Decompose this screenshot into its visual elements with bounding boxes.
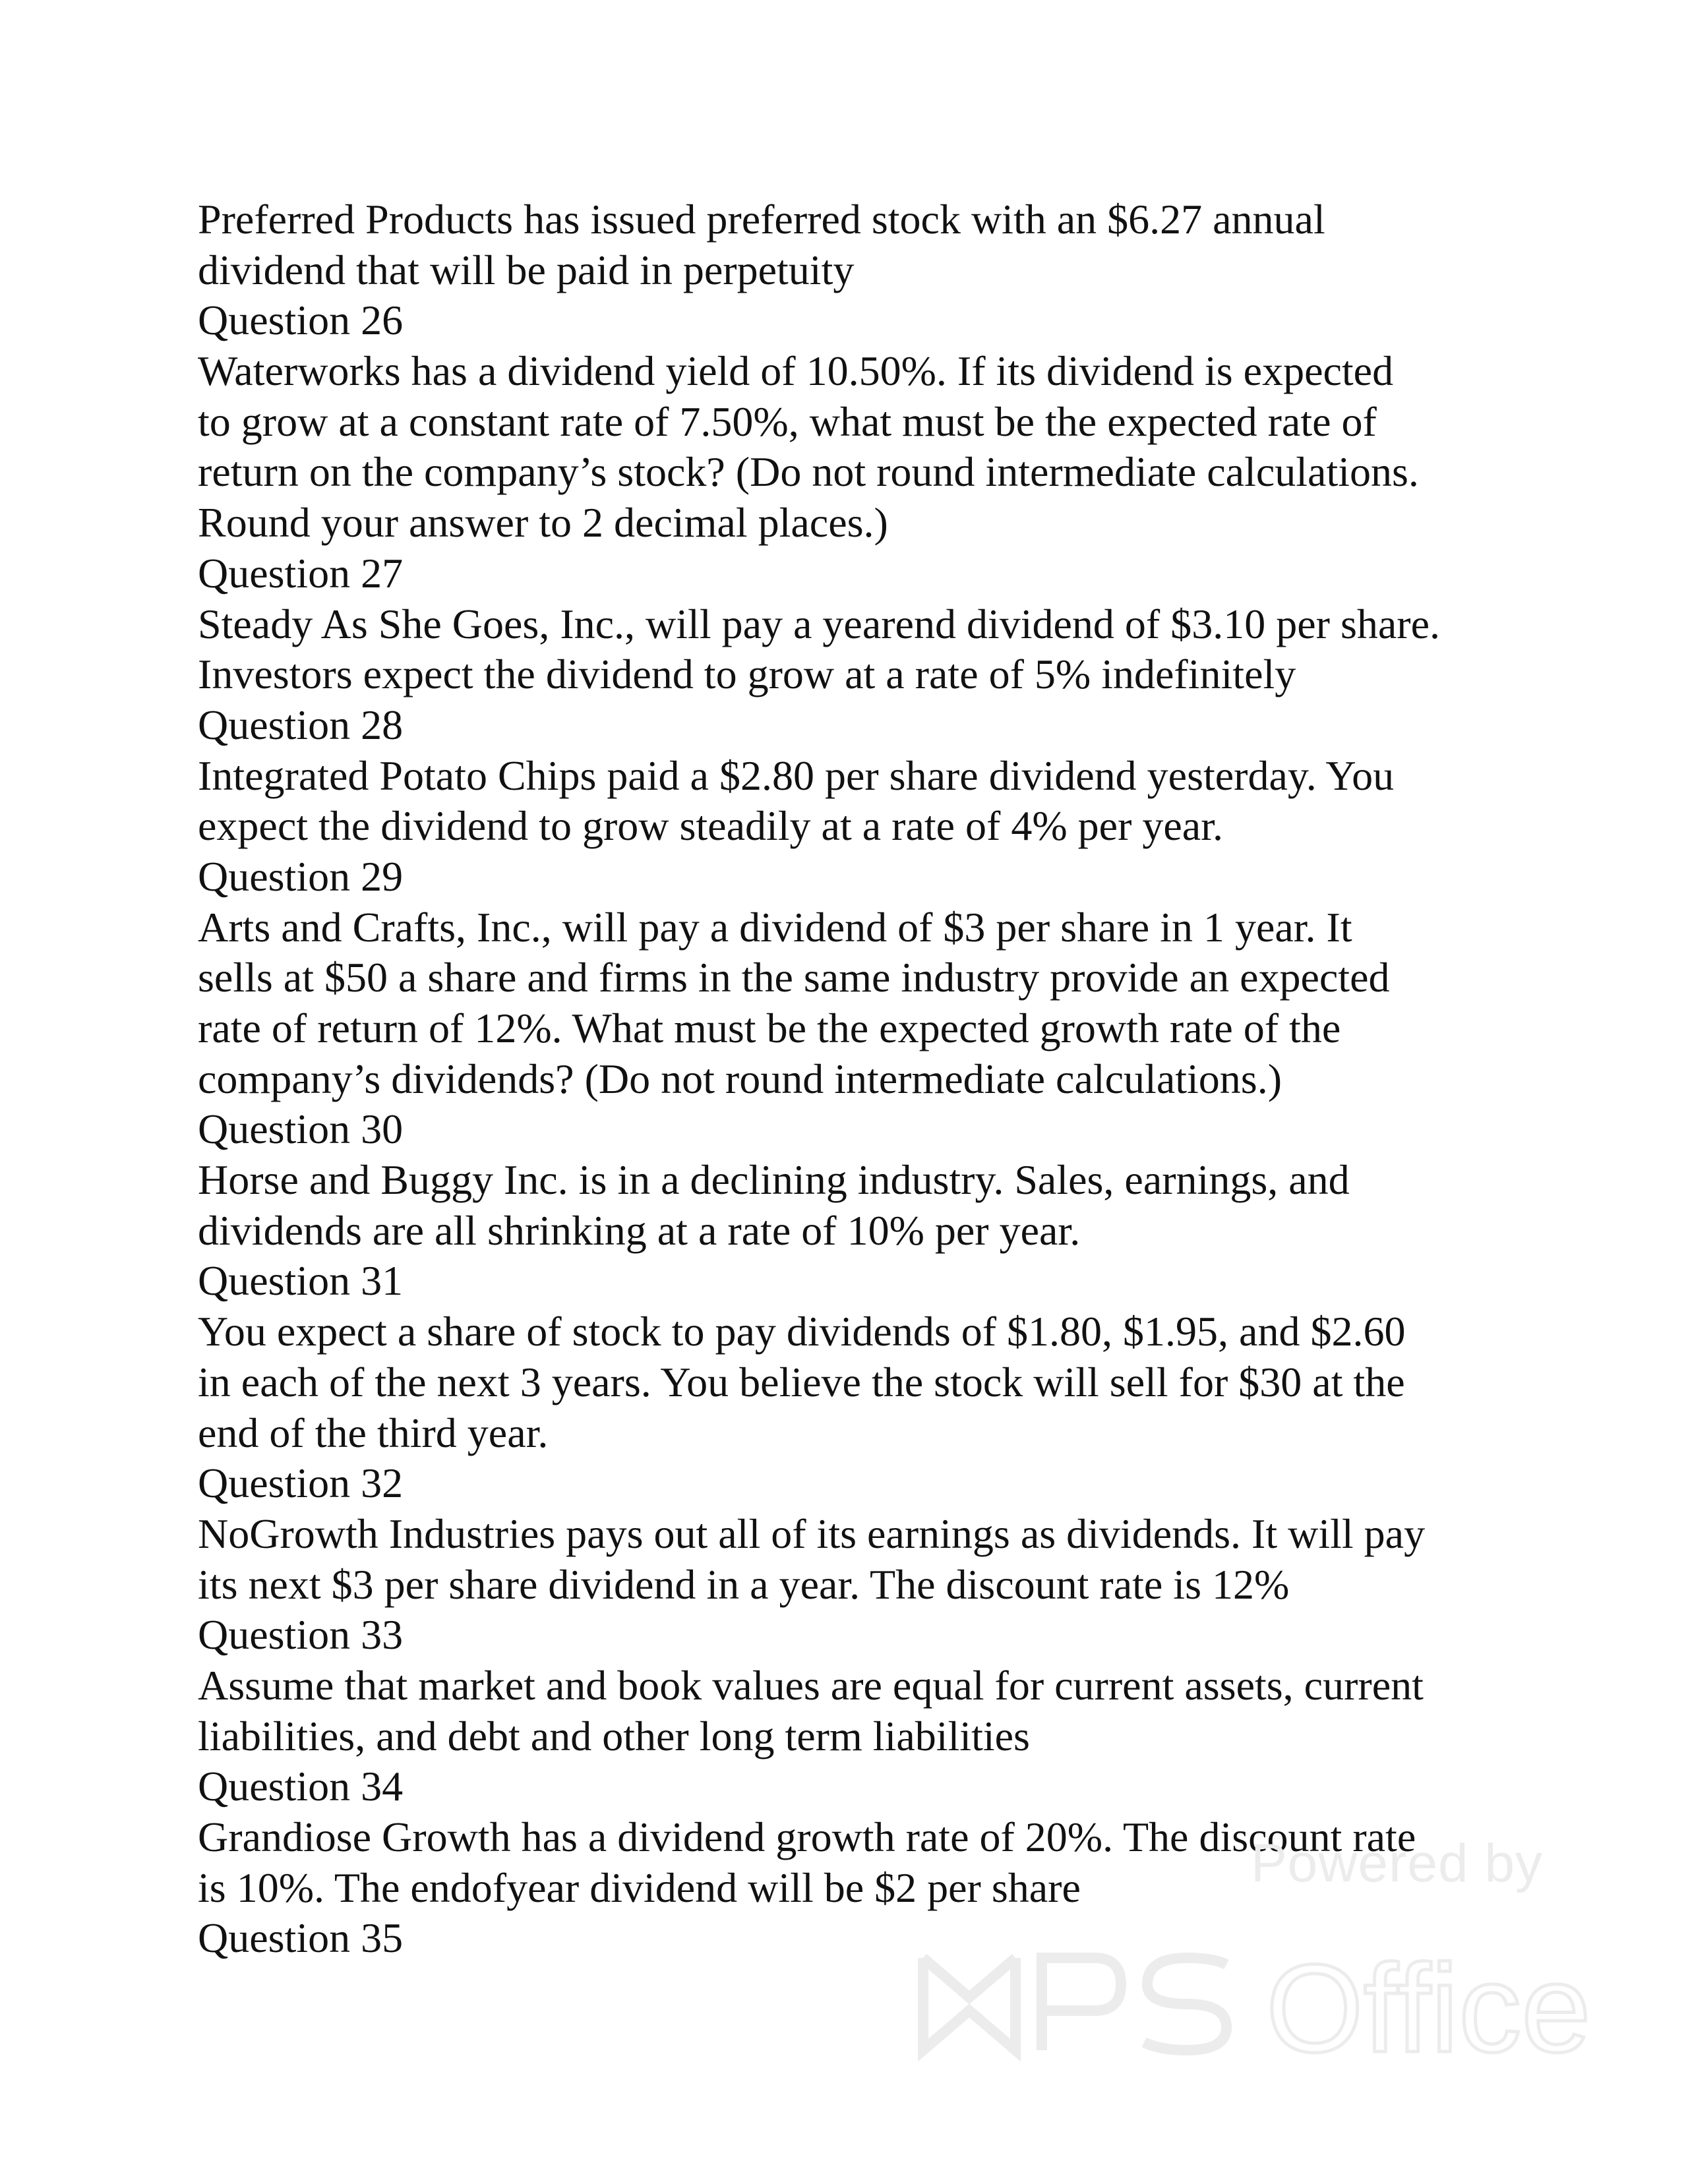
question-heading: Question 31 [198, 1257, 404, 1305]
question-heading: Question 30 [198, 1106, 404, 1153]
text-line: dividend that will be paid in perpetuity [198, 246, 855, 293]
text-line: return on the company’s stock? (Do not round intermediate calculations. [198, 448, 1419, 496]
watermark-powered-by: Powered by [1250, 1833, 1543, 1893]
document-body [198, 194, 1517, 1964]
question-heading: Question 33 [198, 1611, 404, 1659]
text-line: Preferred Products has issued preferred stock with an $6.27 annual [198, 196, 1325, 243]
text-line: in each of the next 3 years. You believe the stock will sell for $30 at the [198, 1358, 1405, 1405]
text-line: Integrated Potato Chips paid a $2.80 per share dividend yesterday. You [198, 752, 1395, 799]
text-line: You expect a share of stock to pay dividends of $1.80, $1.95, and $2.60 [198, 1308, 1406, 1355]
text-line: dividends are all shrinking at a rate of 10% per year. [198, 1206, 1081, 1254]
text-line: sells at $50 a share and firms in the same industry provide an expected [198, 954, 1390, 1001]
text-line: liabilities, and debt and other long term liabilities [198, 1712, 1030, 1759]
text-line: its next $3 per share dividend in a year. The discount rate is 12% [198, 1560, 1290, 1608]
text-line: Horse and Buggy Inc. is in a declining industry. Sales, earnings, and [198, 1156, 1350, 1204]
text-line: end of the third year. [198, 1409, 549, 1456]
text-line: is 10%. The endofyear dividend will be $2 per share [198, 1864, 1081, 1911]
question-heading: Question 28 [198, 701, 404, 748]
text-line: Steady As She Goes, Inc., will pay a yearend dividend of $3.10 per share. [198, 600, 1440, 647]
text-line: Investors expect the dividend to grow at a rate of 5% indefinitely [198, 651, 1296, 698]
text-line: NoGrowth Industries pays out all of its earnings as dividends. It will pay [198, 1510, 1426, 1557]
watermark-brand-text: Office [1266, 1939, 1591, 2079]
text-line: expect the dividend to grow steadily at a rate of 4% per year. [198, 802, 1223, 850]
question-heading: Question 29 [198, 852, 404, 900]
question-heading: Question 27 [198, 549, 404, 597]
question-heading: Question 32 [198, 1460, 404, 1507]
text-line: Round your answer to 2 decimal places.) [198, 499, 888, 546]
text-line: Grandiose Growth has a dividend growth rate of 20%. The discount rate [198, 1814, 1416, 1860]
question-heading: Question 34 [198, 1763, 404, 1810]
text-line: company’s dividends? (Do not round intermediate calculations.) [198, 1055, 1282, 1102]
question-heading: Question 35 [198, 1914, 404, 1962]
text-line: Assume that market and book values are equal for current assets, current [198, 1661, 1424, 1709]
text-line: to grow at a constant rate of 7.50%, what must be the expected rate of [198, 398, 1377, 445]
text-line: Waterworks has a dividend yield of 10.50%. If its dividend is expected [198, 347, 1394, 395]
text-line: rate of return of 12%. What must be the expected growth rate of the [198, 1005, 1341, 1051]
text-line: Arts and Crafts, Inc., will pay a dividend of $3 per share in 1 year. It [198, 903, 1352, 951]
question-heading: Question 26 [198, 297, 404, 344]
